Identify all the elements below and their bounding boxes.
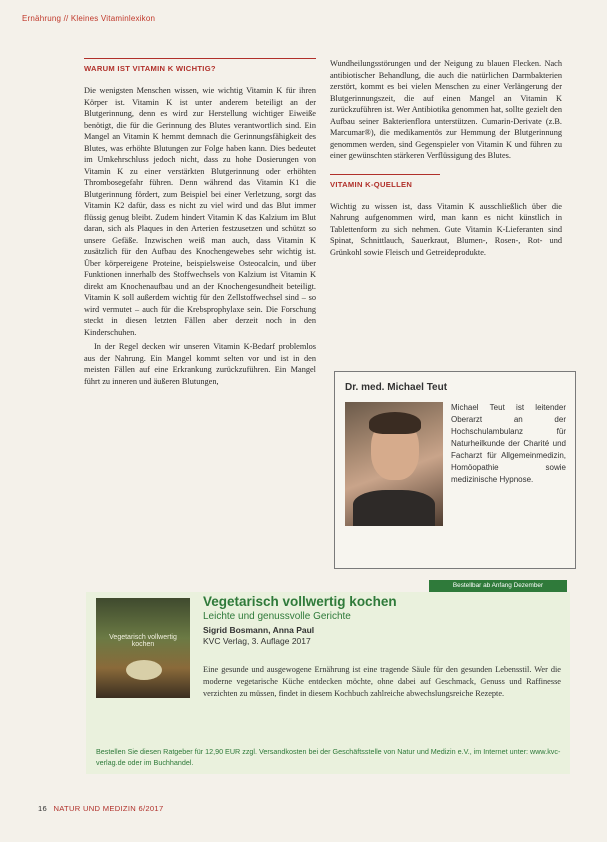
book-promo [86,592,570,774]
magazine-name: NATUR UND MEDIZIN 6/2017 [53,804,164,813]
book-cover-image [96,598,190,698]
order-info: Bestellen Sie diesen Ratgeber für 12,90 EUR zzgl. Versandkosten bei der Geschäftsstelle von Natur und Medizin e.V., im Internet unter: www.kvc-verlag.de oder im Buchhandel. [96,747,561,767]
left-column [84,58,316,387]
article-paragraph: Die wenigsten Menschen wissen, wie wichtig Vitamin K für ihren Körper ist. Vitamin K ist unter anderem beteiligt an der Blutgerinnung, denn es wird zur Herstellung wichtiger Eiweiße benötigt, die für die Gerinnung des Blutes verantwortlich sind. Ein Mangel an Vitamin K hemmt demnach die Gerinnungsfähigkeit des Blutes, was erhöhte Blutungen zur Folge haben kann. Dies bedeutet im Umkehrschluss jedoch nicht, dass zu hohe Dosierungen von Vitamin K zu einer verstärkten Blutgerinnung oder erhöhten Thrombosegefahr führen. Denn während das Vitamin K1 die Blutgerinnung fördert, zum Beispiel bei einer Verletzung, sorgt das Vitamin K2 dafür, dass es nicht zu viel wird und das Blut immer flüssig genug bleibt. Zudem hindert Vitamin K das Kalzium im Blut daran, sich als Plaques in den Arterien festzusetzen und schützt so unsere Gefäße. Inzwischen weiß man auch, dass Vitamin K zusätzlich für den Aufbau des Knochengewebes sehr wichtig ist. Über körpereigene Proteine, beispielsweise Osteocalcin, und über Funktionen innerhalb des Stoffwechsels von Kalzium ist Vitamin K direkt am Knochenaufbau und an der Knochengesundheit beteiligt. Vitamin K soll außerdem wichtig für den Zellstoffwechsel sind – so wird vermutet – auch für die Krebsprophylaxe sein. Die Forschung steckt in diesen letzten Fällen aber derzeit noch in den Kinderschuhen. [84,86,316,337]
book-description: Eine gesunde und ausgewogene Ernährung ist eine tragende Säule für den gesunden Lebensstil. Wer die moderne vegetarische Küche entdecken möchte, ohne dabei auf Geschmack, Genuss und Raffinesse verzichten zu müssen, findet in diesem Kochbuch zahlreiche abwechslungsreiche Rezepte. [203,665,561,698]
author-photo [345,402,443,526]
article-paragraph: Wichtig zu wissen ist, dass Vitamin K ausschließlich über die Nahrung aufgenommen wird, man kann es nicht künstlich in Tablettenform zu sich nehmen. Gute Vitamin K-Lieferanten sind Spinat, Schnittlauch, Sauerkraut, Blumen-, Rosen-, Rot- und Grünkohl sowie Fleisch und Getreideprodukte. [330,201,562,257]
breadcrumb: Ernährung // Kleines Vitaminlexikon [22,14,156,23]
photo-hair [369,412,421,434]
page-footer [38,804,163,813]
section-heading: WARUM IST VITAMIN K WICHTIG? [84,58,316,73]
article-paragraph: In der Regel decken wir unseren Vitamin K-Bedarf problemlos aus der Nahrung. Ein Mangel kommt selten vor und ist in den meisten Fällen auf eine Erkrankung zurückzuführen. Ein Mangel führt zu inneren und äußeren Blutungen, [84,342,316,386]
book-subtitle: Leichte und genussvolle Gerichte [203,611,351,622]
book-title: Vegetarisch vollwertig kochen [203,594,397,609]
book-publisher: KVC Verlag, 3. Auflage 2017 [203,636,311,646]
author-name: Dr. med. Michael Teut [345,382,448,393]
article-paragraph: Wundheilungsstörungen und der Neigung zu blauen Flecken. Nach antibiotischer Behandlung, die auch die natürlichen Darmbakterien zerstört, kommt es bei vielen Menschen zu einer Verlängerung der Blutgerinnungszeit, die auf einen Mangel an Vitamin K zurückzuführen ist. Wer Antibiotika genommen hat, sollte gezielt den Aufbau seiner Bakterienflora unterstützen. Cumarin-Derivate (z.B. Marcumar®), die medikamentös zur Hemmung der Blutgerinnung genommen werden, sind Gegenspieler von Vitamin K und führen zu einer gewünschten stärkeren Verflüssigung des Blutes. [330,59,562,160]
photo-shirt [353,490,435,526]
author-bio: Michael Teut ist leitender Oberarzt an der Hochschulambulanz für Naturheilkunde der Charité und Facharzt für Allgemeinmedizin, Homöopathie sowie medizinische Hypnose. [451,403,566,484]
cover-plate [126,660,162,680]
cover-title: Vegetarisch vollwertig kochen [109,634,177,648]
page-number: 16 [38,804,48,813]
book-authors: Sigrid Bosmann, Anna Paul [203,625,315,635]
section-heading: VITAMIN K-QUELLEN [330,174,440,189]
author-info-box [334,371,576,569]
availability-badge: Bestellbar ab Anfang Dezember [429,580,567,592]
right-column [330,58,562,258]
